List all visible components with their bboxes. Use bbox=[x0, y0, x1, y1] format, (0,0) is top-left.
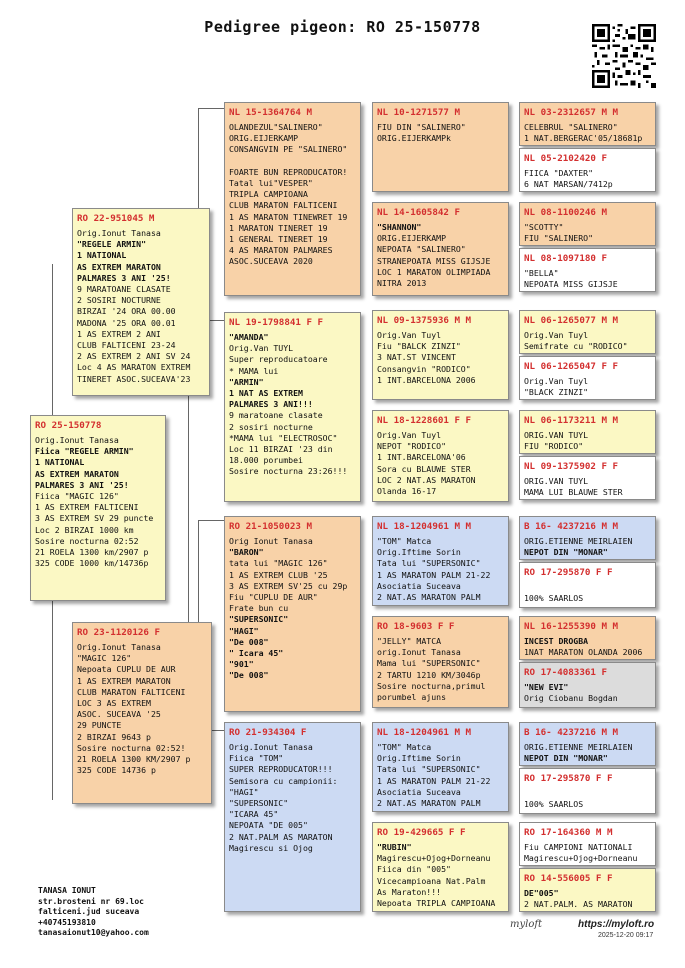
info-line: Loc 11 BIRZAI '23 din bbox=[229, 444, 333, 455]
info-line: As Maraton!!! bbox=[377, 886, 442, 897]
info-line: Consangvin "RODICO" bbox=[377, 363, 471, 374]
info-line: Asociatia Suceava bbox=[377, 580, 461, 591]
info-line: INCEST DROGBA bbox=[524, 636, 589, 646]
info-line: 1NAT MARATON OLANDA 2006 bbox=[524, 647, 643, 658]
pigeon-card-gen3-1 bbox=[372, 102, 509, 192]
info-line: "RUBIN" bbox=[377, 842, 412, 852]
pigeon-card-gen4-2 bbox=[519, 148, 656, 192]
ring-number: NL 05-2102420 F bbox=[524, 153, 607, 164]
info-line: MADONA '25 ORA 00.01 bbox=[77, 317, 176, 328]
info-line: Fiu "CUPLU DE AUR" bbox=[229, 592, 318, 603]
info-line bbox=[229, 156, 356, 167]
info-line: PALMARES 3 ANI '25! bbox=[35, 479, 129, 490]
info-line: 1 AS EXTREM CLUB '25 bbox=[229, 569, 328, 580]
info-line: Olanda 16-17 bbox=[377, 486, 437, 497]
info-line: Semisora cu campionii: bbox=[229, 775, 338, 786]
ring-number: NL 08-1100246 M bbox=[524, 207, 607, 218]
info-line: Orig.Ionut Tanasa bbox=[229, 742, 313, 752]
info-line: NEPOT "RODICO" bbox=[377, 441, 447, 452]
ring-number: NL 18-1204961 M M bbox=[377, 727, 472, 738]
info-line: " Icara 45" bbox=[229, 648, 284, 659]
info-line: orig.Ionut Tanasa bbox=[377, 647, 461, 658]
info-line: Orig.Van Tuyl bbox=[524, 330, 589, 340]
info-line: AS EXTREM MARATON bbox=[77, 261, 161, 272]
ring-number: RO 17-295870 F F bbox=[524, 567, 613, 578]
info-line: STRANEPOATA MISS GIJSJE bbox=[377, 255, 491, 266]
ring-number: NL 14-1605842 F bbox=[377, 207, 460, 218]
pigeon-card-gen4-16 bbox=[519, 868, 656, 912]
ring-number: RO 17-164360 M M bbox=[524, 827, 613, 838]
ring-number: RO 18-9603 F F bbox=[377, 621, 455, 632]
info-line: MAMA LUI BLAUWE STER bbox=[524, 487, 623, 498]
info-line: "SUPERSONIC" bbox=[229, 614, 289, 625]
connector-line bbox=[52, 600, 53, 800]
info-line: Magirescu+Ojog+Dorneanu bbox=[377, 853, 491, 864]
info-line: 2 NAT.AS MARATON PALM bbox=[377, 798, 481, 809]
info-line: 2 TARTU 1210 KM/3046p bbox=[377, 669, 481, 680]
pigeon-card-gen3-7 bbox=[372, 722, 509, 812]
qr-code bbox=[592, 24, 656, 88]
owner-city: falticeni.jud suceava bbox=[38, 907, 140, 916]
info-line: CLUB FALTICENI 23-24 bbox=[77, 340, 176, 351]
info-line: 1 AS MARATON PALM 21-22 bbox=[377, 569, 491, 580]
owner-address: str.brosteni nr 69.loc bbox=[38, 896, 144, 906]
info-line: 325 CODE 1000 km/14736p bbox=[35, 558, 149, 569]
info-line: Tatal lui"VESPER" bbox=[229, 178, 313, 188]
pigeon-card-gen4-13 bbox=[519, 722, 656, 766]
pigeon-card-gen3-6 bbox=[372, 616, 509, 708]
info-line: 1 INT.BARCELONA'06 bbox=[377, 452, 466, 463]
info-line: 21 ROELA 1300 km/2907 p bbox=[35, 547, 149, 558]
info-line: Fiu CAMPIONI NATIONALI bbox=[524, 842, 633, 852]
info-line: ORIG.EIJERKAMP bbox=[377, 233, 447, 244]
info-line: "SCOTTY" bbox=[524, 222, 564, 232]
pigeon-card-gen4-5 bbox=[519, 310, 656, 354]
info-line: 2 NAT.AS MARATON PALM bbox=[377, 592, 481, 603]
info-line: CELEBRUL "SALINERO" bbox=[524, 122, 618, 132]
info-line: FIICA "DAXTER" bbox=[524, 168, 594, 178]
info-line: CLUB MARATON FALTICENI bbox=[77, 686, 186, 697]
info-line: 2 NAT.PALM. AS MARATON bbox=[524, 899, 633, 910]
info-line: Tata lui "SUPERSONIC" bbox=[377, 764, 481, 775]
info-line: Asociatia Suceava bbox=[377, 786, 461, 797]
info-line: 2 AS EXTREM 2 ANI SV 24 bbox=[77, 351, 191, 362]
pigeon-card-gen2-4 bbox=[224, 722, 361, 912]
pigeon-card-dam bbox=[72, 622, 212, 804]
pigeon-card-gen2-2 bbox=[224, 312, 361, 502]
info-line: "SUPERSONIC" bbox=[229, 798, 289, 809]
info-line: LOC 2 NAT.AS MARATON bbox=[377, 474, 476, 485]
info-line: Tata lui "SUPERSONIC" bbox=[377, 558, 481, 569]
pigeon-card-gen3-5 bbox=[372, 516, 509, 606]
info-line: Orig.Van TUYL bbox=[229, 343, 294, 354]
myloft-logo: myloft bbox=[510, 919, 543, 930]
info-line: Orig.Ionut Tanasa bbox=[77, 642, 161, 652]
pigeon-card-gen4-8 bbox=[519, 456, 656, 500]
pigeon-card-gen4-14 bbox=[519, 768, 656, 814]
info-line: "JELLY" MATCA bbox=[377, 636, 442, 646]
owner-phone: +40745193810 bbox=[38, 917, 96, 927]
info-line: Sosire nocturna 23:26!!! bbox=[229, 466, 348, 477]
ring-number: NL 18-1204961 M M bbox=[377, 521, 472, 532]
info-line: 1 NAT AS EXTREM bbox=[229, 388, 303, 399]
info-line: 1 AS EXTREM MARATON bbox=[77, 675, 171, 686]
info-line: "REGELE ARMIN" bbox=[77, 239, 147, 250]
connector-line bbox=[198, 108, 224, 109]
pigeon-card-sire bbox=[72, 208, 210, 396]
print-date: 2025-12-20 09:17 bbox=[598, 932, 654, 939]
info-line: "NEW EVI" bbox=[524, 682, 569, 692]
info-line: 3 NAT.ST VINCENT bbox=[377, 352, 456, 363]
info-line: NEPOT DIN "MONAR" bbox=[524, 753, 608, 764]
info-line: "TOM" Matca bbox=[377, 536, 432, 546]
ring-number: RO 17-295870 F F bbox=[524, 773, 613, 784]
info-line: 1 NATIONAL bbox=[35, 457, 85, 468]
ring-number: NL 06-1265047 F F bbox=[524, 361, 619, 372]
info-line: Orig.Van Tuyl bbox=[524, 376, 589, 386]
ring-number: RO 21-934304 F bbox=[229, 727, 307, 738]
info-line: Orig Ciobanu Bogdan bbox=[524, 693, 618, 704]
info-line: tata lui "MAGIC 126" bbox=[229, 558, 328, 569]
info-line: NITRA 2013 bbox=[377, 278, 427, 289]
info-line: ORIG.EIJERKAMPk bbox=[377, 133, 451, 144]
info-line: FIU "RODICO" bbox=[524, 441, 584, 452]
ring-number: NL 09-1375902 F F bbox=[524, 461, 619, 472]
info-line: 29 PUNCTE bbox=[77, 720, 122, 731]
ring-number: RO 23-1120126 F bbox=[77, 627, 160, 638]
info-line: 100% SAARLOS bbox=[524, 593, 584, 604]
info-line: "901" bbox=[229, 659, 254, 670]
pigeon-card-gen4-11 bbox=[519, 616, 656, 660]
info-line: ORIG.VAN TUYL bbox=[524, 476, 589, 486]
pigeon-card-gen2-3 bbox=[224, 516, 361, 712]
info-line: 2 SOSIRI NOCTURNE bbox=[77, 295, 161, 306]
info-line: NEPOATA "DE 005" bbox=[229, 820, 308, 831]
ring-number: B 16- 4237216 M M bbox=[524, 727, 619, 738]
info-line: FIU "SALINERO" bbox=[524, 233, 594, 244]
info-line bbox=[524, 788, 651, 799]
info-line: Vicecampioana Nat.Palm bbox=[377, 875, 486, 886]
pigeon-card-gen3-3 bbox=[372, 310, 509, 400]
info-line: "De 008" bbox=[229, 636, 269, 647]
pigeon-card-gen4-10 bbox=[519, 562, 656, 608]
ring-number: NL 10-1271577 M bbox=[377, 107, 460, 118]
info-line: Loc 2 BIRZAI 1000 km bbox=[35, 524, 134, 535]
pigeon-card-gen4-4 bbox=[519, 248, 656, 292]
info-line: 2 BIRZAI 9643 p bbox=[77, 731, 151, 742]
pigeon-card-subject bbox=[30, 415, 166, 601]
pigeon-card-gen4-7 bbox=[519, 410, 656, 454]
info-line: 1 NATIONAL bbox=[77, 250, 127, 261]
info-line: Nepoata TRIPLA CAMPIOANA bbox=[377, 898, 496, 909]
info-line: 9 maratoane clasate bbox=[229, 410, 323, 421]
info-line: ORIG.ETIENNE MEIRLAIEN bbox=[524, 742, 633, 752]
info-line: 1 MARATON TINERET 19 bbox=[229, 222, 328, 233]
info-line: "De 008" bbox=[229, 670, 269, 681]
ring-number: B 16- 4237216 M M bbox=[524, 521, 619, 532]
owner-email[interactable]: tanasaionut10@yahoo.com bbox=[38, 928, 149, 937]
ring-number: NL 09-1375936 M M bbox=[377, 315, 472, 326]
info-line: "SHANNON" bbox=[377, 222, 422, 232]
info-line: "ICARA 45" bbox=[229, 809, 279, 820]
pigeon-card-gen3-8 bbox=[372, 822, 509, 912]
info-line: Magirescu+Ojog+Dorneanu bbox=[524, 853, 638, 864]
info-line: 3 AS EXTREM SV 29 puncte bbox=[35, 513, 154, 524]
info-line: Magirescu si Ojog bbox=[229, 842, 313, 853]
info-line: Fiica "REGELE ARMIN" bbox=[35, 446, 134, 457]
pigeon-card-gen4-9 bbox=[519, 516, 656, 560]
info-line: Orig Ionut Tanasa bbox=[229, 536, 313, 546]
info-line: "BLACK ZINZI" bbox=[524, 387, 589, 398]
info-line: NEPOT DIN "MONAR" bbox=[524, 547, 608, 558]
info-line bbox=[524, 582, 651, 593]
info-line: "BELLA" bbox=[524, 268, 559, 278]
info-line: 1 INT.BARCELONA 2006 bbox=[377, 374, 476, 385]
info-line: CLUB MARATON FALTICENI bbox=[229, 200, 338, 211]
connector-line bbox=[198, 520, 224, 521]
ring-number: NL 19-1798841 F F bbox=[229, 317, 324, 328]
info-line: 1 GENERAL TINERET 19 bbox=[229, 234, 328, 245]
info-line: Orig.Ionut Tanasa bbox=[77, 228, 161, 238]
info-line: 325 CODE 14736 p bbox=[77, 765, 156, 776]
info-line: DE"005" bbox=[524, 888, 559, 898]
info-line: Fiica din "005" bbox=[377, 864, 451, 875]
info-line: "HAGI" bbox=[229, 786, 259, 797]
info-line: 100% SAARLOS bbox=[524, 799, 584, 810]
pigeon-card-gen4-3 bbox=[519, 202, 656, 246]
info-line: TRIPLA CAMPIOANA bbox=[229, 189, 308, 200]
info-line: * MAMA lui bbox=[229, 365, 279, 376]
info-line: ORIG.VAN TUYL bbox=[524, 430, 589, 440]
site-link[interactable]: https://myloft.ro bbox=[578, 919, 655, 930]
info-line: Sosire nocturna 02:52! bbox=[77, 742, 186, 753]
info-line: 6 NAT MARSAN/7412p bbox=[524, 179, 613, 190]
ring-number: RO 14-556005 F F bbox=[524, 873, 613, 884]
info-line: Orig.Van Tuyl bbox=[377, 330, 442, 340]
ring-number: NL 08-1097180 F bbox=[524, 253, 607, 264]
pigeon-card-gen4-15 bbox=[519, 822, 656, 866]
info-line: LOC 3 AS EXTREM bbox=[77, 698, 151, 709]
info-line: "MAGIC 126" bbox=[77, 653, 132, 664]
info-line: 1 NAT.BERGERAC'05/18681p bbox=[524, 133, 643, 144]
info-line: Sosire nocturna,primul bbox=[377, 680, 486, 691]
info-line: FIU DIN "SALINERO" bbox=[377, 122, 466, 132]
info-line: Mama lui "SUPERSONIC" bbox=[377, 658, 481, 669]
info-line: "HAGI" bbox=[229, 625, 259, 636]
ring-number: RO 21-1050023 M bbox=[229, 521, 312, 532]
ring-number: RO 22-951045 M bbox=[77, 213, 155, 224]
info-line: "AMANDA" bbox=[229, 332, 269, 342]
ring-number: NL 16-1255390 M M bbox=[524, 621, 619, 632]
pigeon-card-gen4-12 bbox=[519, 662, 656, 708]
info-line: 18.000 porumbei bbox=[229, 455, 303, 466]
info-line: "ARMIN" bbox=[229, 376, 264, 387]
info-line: 2 sosiri nocturne bbox=[229, 421, 313, 432]
info-line: 1 AS MARATON TINEWRET 19 bbox=[229, 211, 348, 222]
info-line: 21 ROELA 1300 KM/2907 p bbox=[77, 754, 191, 765]
info-line: Fiica "TOM" bbox=[229, 753, 284, 764]
info-line: 1 AS MARATON PALM 21-22 bbox=[377, 775, 491, 786]
info-line: Frate bun cu bbox=[229, 603, 289, 614]
info-line: AS EXTREM MARATON bbox=[35, 468, 119, 479]
owner-name: TANASA IONUT bbox=[38, 886, 96, 895]
ring-number: RO 19-429665 F F bbox=[377, 827, 466, 838]
info-line: OLANDEZUL"SALINERO" bbox=[229, 122, 323, 132]
ring-number: NL 06-1173211 M M bbox=[524, 415, 619, 426]
info-line: Sosire nocturna 02:52 bbox=[35, 535, 139, 546]
info-line: Orig.Iftime Sorin bbox=[377, 753, 461, 764]
ring-number: RO 25-150778 bbox=[35, 420, 102, 431]
info-line: 9 MARATOANE CLASATE bbox=[77, 284, 171, 295]
info-line: *MAMA lui "ELECTROSOC" bbox=[229, 432, 338, 443]
ring-number: NL 06-1265077 M M bbox=[524, 315, 619, 326]
info-line: Nepoata CUPLU DE AUR bbox=[77, 664, 176, 675]
pigeon-card-gen3-2 bbox=[372, 202, 509, 296]
info-line: Orig.Ionut Tanasa bbox=[35, 435, 119, 445]
info-line: BIRZAI '24 ORA 00.00 bbox=[77, 306, 176, 317]
ring-number: NL 03-2312657 M M bbox=[524, 107, 619, 118]
info-line: Semifrate cu "RODICO" bbox=[524, 341, 628, 352]
ring-number: NL 15-1364764 M bbox=[229, 107, 312, 118]
info-line: Super reproducatoare bbox=[229, 354, 328, 365]
info-line: 1 AS EXTREM 2 ANI bbox=[77, 328, 161, 339]
info-line: Loc 4 AS MARATON EXTREM bbox=[77, 362, 191, 373]
info-line: LOC 1 MARATON OLIMPIADA bbox=[377, 266, 491, 277]
ring-number: NL 18-1228601 F F bbox=[377, 415, 472, 426]
info-line: 4 AS MARATON PALMARES bbox=[229, 245, 333, 256]
pigeon-card-gen2-1 bbox=[224, 102, 361, 296]
info-line: NEPOATA MISS GIJSJE bbox=[524, 279, 618, 290]
info-line: ORIG.ETIENNE MEIRLAIEN bbox=[524, 536, 633, 546]
info-line: CONSANGVIN PE "SALINERO" bbox=[229, 144, 348, 155]
info-line: NEPOATA "SALINERO" bbox=[377, 244, 466, 255]
info-line: Orig.Iftime Sorin bbox=[377, 547, 461, 558]
info-line: 1 AS EXTREM FALTICENI bbox=[35, 502, 139, 513]
info-line: Sora cu BLAUWE STER bbox=[377, 463, 471, 474]
owner-info bbox=[38, 886, 149, 939]
info-line: FOARTE BUN REPRODUCATOR! bbox=[229, 166, 348, 177]
info-line: ASOC.SUCEAVA 2020 bbox=[229, 256, 313, 267]
info-line: ORIG.EIJERKAMP bbox=[229, 133, 299, 144]
info-line: 3 AS EXTREM SV'25 cu 29p bbox=[229, 580, 348, 591]
info-line: Fiica "MAGIC 126" bbox=[35, 491, 119, 502]
pigeon-card-gen4-6 bbox=[519, 356, 656, 400]
info-line: SUPER REPRODUCATOR!!! bbox=[229, 764, 333, 775]
brand-footer bbox=[510, 919, 660, 943]
info-line: ASOC. SUCEAVA '25 bbox=[77, 709, 161, 720]
info-line: porumbel ajuns bbox=[377, 692, 447, 703]
info-line: Orig.Van Tuyl bbox=[377, 430, 442, 440]
info-line: Fiu "BALCK ZINZI" bbox=[377, 341, 461, 352]
info-line: "TOM" Matca bbox=[377, 742, 432, 752]
ring-number: RO 17-4083361 F bbox=[524, 667, 607, 678]
info-line: 2 NAT.PALM AS MARATON bbox=[229, 831, 333, 842]
pigeon-card-gen4-1 bbox=[519, 102, 656, 146]
info-line: "BARON" bbox=[229, 547, 264, 558]
info-line: PALMARES 3 ANI!!! bbox=[229, 399, 313, 410]
pigeon-card-gen3-4 bbox=[372, 410, 509, 502]
page-title: Pedigree pigeon: RO 25-150778 bbox=[204, 18, 481, 36]
info-line: PALMARES 3 ANI '25! bbox=[77, 272, 171, 283]
connector-line bbox=[52, 264, 53, 415]
info-line: TINERET ASOC.SUCEAVA'23 bbox=[77, 373, 191, 384]
